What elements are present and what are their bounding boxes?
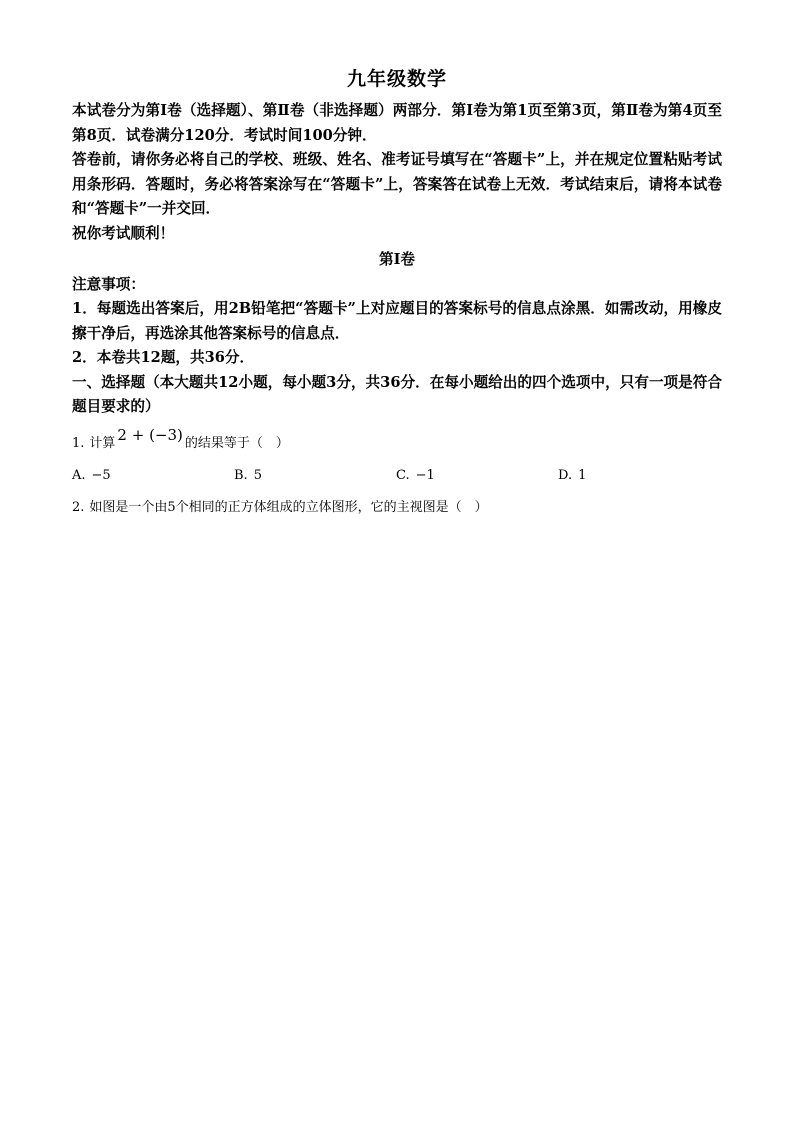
- question-2: [72, 498, 722, 518]
- exam-page: [72, 66, 722, 518]
- math-expression: 2 + (−3): [117, 425, 183, 444]
- option-value: 5: [253, 467, 262, 483]
- option-b: [234, 466, 396, 486]
- intro-paragraph-1: 本试卷分为第Ⅰ卷（选择题）、第Ⅱ卷（非选择题）两部分．第Ⅰ卷为第1页至第3页，第Ⅱ卷为第4页至第8页．试卷满分120分．考试时间100分钟．: [72, 102, 722, 144]
- option-value: −1: [415, 467, 435, 483]
- page-title: 九年级数学: [346, 68, 447, 90]
- option-value: 1: [578, 467, 587, 483]
- question-number: 1.: [72, 435, 85, 451]
- option-label: B.: [234, 467, 248, 483]
- option-value: −5: [91, 467, 111, 483]
- option-c: [396, 466, 558, 486]
- option-label: A.: [72, 467, 86, 483]
- part-one-heading: 一、选择题（本大题共12小题，每小题3分，共36分．在每小题给出的四个选项中，只有一项是符合题目要求的）: [72, 373, 722, 415]
- notice-heading: 注意事项：: [72, 275, 145, 293]
- option-label: C.: [396, 467, 410, 483]
- notice-item-1: 1．每题选出答案后，用2B铅笔把“答题卡”上对应题目的答案标号的信息点涂黑．如需改动，用橡皮擦干净后，再选涂其他答案标号的信息点．: [72, 300, 722, 342]
- intro-good-luck: 祝你考试顺利！: [72, 224, 175, 242]
- question-suffix: 的结果等于（ ）: [184, 435, 289, 451]
- notice-item-2: 2．本卷共12题，共36分．: [72, 349, 255, 366]
- section-title: 第Ⅰ卷: [378, 251, 415, 268]
- question-prefix: 计算: [89, 435, 116, 451]
- option-a: [72, 466, 234, 486]
- question-1: [72, 425, 722, 454]
- question-number: 2.: [72, 499, 85, 515]
- option-label: D.: [558, 467, 573, 483]
- question-text: 如图是一个由5个相同的正方体组成的立体图形，它的主视图是（ ）: [89, 499, 488, 515]
- option-d: [558, 466, 720, 486]
- intro-paragraph-2: 答卷前，请你务必将自己的学校、班级、姓名、准考证号填写在“答题卡”上，并在规定位置粘贴考试用条形码．答题时，务必将答案涂写在“答题卡”上，答案答在试卷上无效．考试结束后，请将本试卷和“答题卡”一并交回．: [72, 151, 722, 217]
- question-1-options: [72, 466, 722, 486]
